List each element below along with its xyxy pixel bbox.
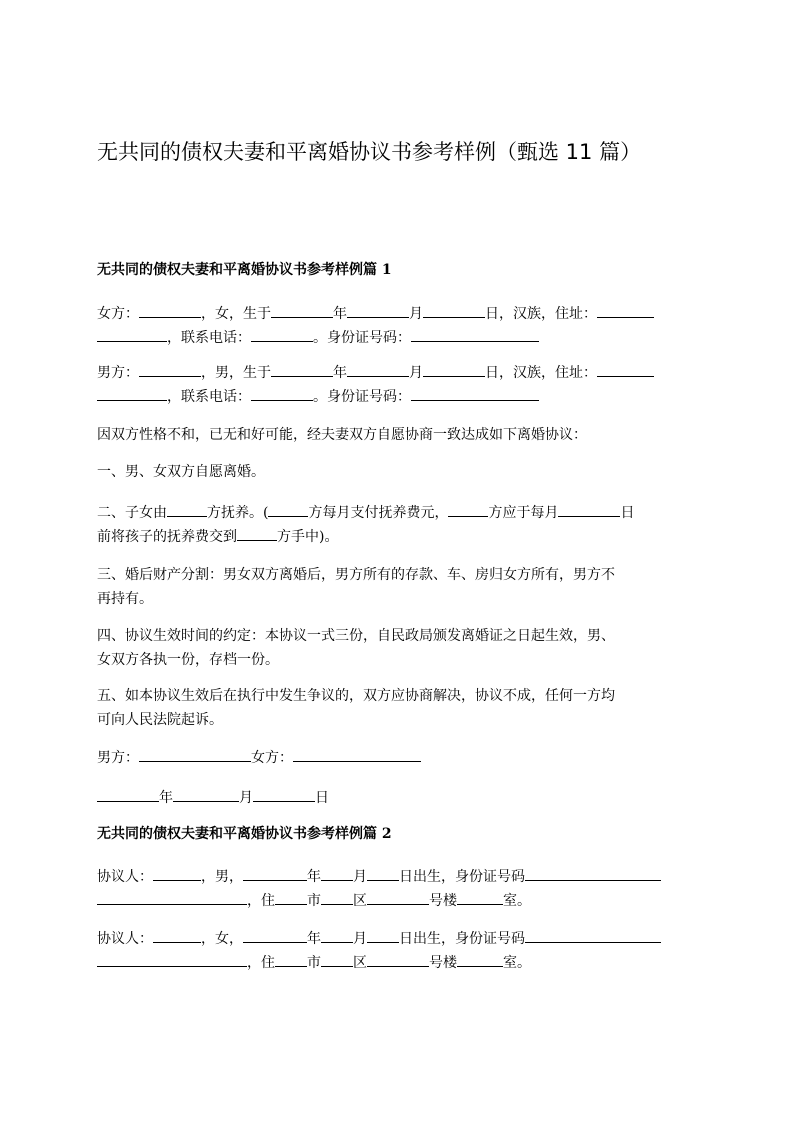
support-party-blank[interactable] [448, 501, 488, 517]
clause-3-line-2: 再持有。 [97, 591, 153, 607]
party-2-id-blank-cont[interactable] [97, 951, 247, 967]
clause-4 [97, 624, 697, 672]
clause-2 [97, 501, 697, 549]
sign-month-blank[interactable] [173, 786, 239, 802]
date-line [97, 786, 697, 810]
party-2-month-blank[interactable] [321, 927, 353, 943]
female-signature-blank[interactable] [293, 746, 421, 762]
male-phone-label: ，联系电话： [167, 389, 251, 405]
male-name-blank[interactable] [139, 361, 201, 377]
intro-text: 因双方性格不和，已无和好可能，经夫妻双方自愿协商一致达成如下离婚协议： [97, 427, 587, 443]
male-address-blank[interactable] [597, 361, 654, 377]
party-1-month-blank[interactable] [321, 865, 353, 881]
party-1-name-blank[interactable] [153, 865, 201, 881]
year-text: 年 [307, 931, 321, 947]
signature-line [97, 746, 697, 770]
month-text: 月 [353, 931, 367, 947]
city-text: 市 [307, 955, 321, 971]
female-birth-day-blank[interactable] [423, 302, 485, 318]
payment-day-blank[interactable] [558, 501, 620, 517]
party-2-address-label: ，住 [247, 955, 275, 971]
female-gender-text: ，女，生于 [201, 306, 271, 322]
party-2-room-blank[interactable] [457, 951, 503, 967]
female-name-blank[interactable] [139, 302, 201, 318]
female-label: 女方： [97, 306, 139, 322]
year-text: 年 [159, 790, 173, 806]
male-id-label: 。身份证号码： [313, 389, 411, 405]
male-info-paragraph [97, 361, 697, 409]
party-1-gender-text: ，男， [201, 869, 243, 885]
male-label: 男方： [97, 365, 139, 381]
party-2-year-blank[interactable] [243, 927, 307, 943]
male-birth-day-blank[interactable] [423, 361, 485, 377]
building-text: 号楼 [429, 893, 457, 909]
male-phone-blank[interactable] [251, 385, 313, 401]
party-2-id-blank[interactable] [525, 927, 661, 943]
clause-4-line-2: 女双方各执一份，存档一份。 [97, 652, 279, 668]
party-2-gender-text: ，女， [201, 931, 243, 947]
party-1-paragraph [97, 865, 697, 913]
city-text: 市 [307, 893, 321, 909]
male-address-blank-cont[interactable] [97, 385, 167, 401]
receiving-party-blank[interactable] [237, 525, 277, 541]
female-info-paragraph [97, 302, 697, 350]
party-1-id-label: 日出生，身份证号码 [399, 869, 525, 885]
clause-2-text: 方每月支付抚养费元， [308, 505, 449, 521]
month-text: 月 [409, 365, 423, 381]
female-phone-blank[interactable] [251, 326, 313, 342]
party-1-year-blank[interactable] [243, 865, 307, 881]
room-text: 室。 [503, 893, 531, 909]
party-1-building-blank[interactable] [367, 889, 429, 905]
party-1-address-label: ，住 [247, 893, 275, 909]
female-signature-label: 女方： [251, 750, 293, 766]
clause-2-text: 方抚养。( [207, 505, 269, 521]
party-2-label: 协议人： [97, 931, 153, 947]
page-title: 无共同的债权夫妻和平离婚协议书参考样例（甄选 11 篇） [97, 140, 642, 164]
party-1-label: 协议人： [97, 869, 153, 885]
female-id-label: 。身份证号码： [313, 330, 411, 346]
month-text: 月 [353, 869, 367, 885]
party-2-paragraph [97, 927, 697, 975]
female-birth-month-blank[interactable] [347, 302, 409, 318]
clause-2-text: 日 [620, 505, 635, 521]
party-1-district-blank[interactable] [321, 889, 353, 905]
party-1-id-blank-cont[interactable] [97, 889, 247, 905]
year-text: 年 [333, 306, 347, 322]
female-address-label: 日，汉族，住址： [485, 306, 597, 322]
building-text: 号楼 [429, 955, 457, 971]
custody-party-blank[interactable] [167, 501, 207, 517]
female-address-blank[interactable] [597, 302, 654, 318]
clause-4-line-1: 四、协议生效时间的约定：本协议一式三份，自民政局颁发离婚证之日起生效，男、 [97, 628, 615, 644]
male-signature-label: 男方： [97, 750, 139, 766]
sign-year-blank[interactable] [97, 786, 159, 802]
party-2-city-blank[interactable] [275, 951, 307, 967]
party-1-day-blank[interactable] [367, 865, 399, 881]
district-text: 区 [353, 955, 367, 971]
clause-2-text: 前将孩子的抚养费交到 [97, 529, 237, 545]
party-1-id-blank[interactable] [525, 865, 661, 881]
male-gender-text: ，男，生于 [201, 365, 271, 381]
intro-paragraph [97, 423, 697, 447]
sign-day-blank[interactable] [253, 786, 315, 802]
clause-5-line-2: 可向人民法院起诉。 [97, 712, 223, 728]
day-text: 日 [315, 790, 329, 806]
male-address-label: 日，汉族，住址： [485, 365, 597, 381]
year-text: 年 [307, 869, 321, 885]
female-birth-year-blank[interactable] [271, 302, 333, 318]
party-2-id-label: 日出生，身份证号码 [399, 931, 525, 947]
clause-2-text: 方手中)。 [277, 529, 339, 545]
clause-5 [97, 684, 697, 732]
clause-3 [97, 563, 697, 611]
month-text: 月 [409, 306, 423, 322]
party-1-city-blank[interactable] [275, 889, 307, 905]
male-birth-month-blank[interactable] [347, 361, 409, 377]
section-heading-2: 无共同的债权夫妻和平离婚协议书参考样例篇 2 [97, 826, 392, 842]
male-signature-blank[interactable] [139, 746, 251, 762]
support-payer-blank[interactable] [268, 501, 308, 517]
female-id-blank[interactable] [411, 326, 539, 342]
party-2-day-blank[interactable] [367, 927, 399, 943]
male-id-blank[interactable] [411, 385, 539, 401]
party-2-district-blank[interactable] [321, 951, 353, 967]
female-phone-label: ，联系电话： [167, 330, 251, 346]
room-text: 室。 [503, 955, 531, 971]
party-1-room-blank[interactable] [457, 889, 503, 905]
clause-1-text: 一、男、女双方自愿离婚。 [97, 464, 265, 480]
female-address-blank-cont[interactable] [97, 326, 167, 342]
year-text: 年 [333, 365, 347, 381]
clause-3-line-1: 三、婚后财产分割：男女双方离婚后，男方所有的存款、车、房归女方所有，男方不 [97, 567, 615, 583]
district-text: 区 [353, 893, 367, 909]
clause-2-text: 二、子女由 [97, 505, 167, 521]
party-2-name-blank[interactable] [153, 927, 201, 943]
month-text: 月 [239, 790, 253, 806]
clause-1 [97, 460, 697, 484]
party-2-building-blank[interactable] [367, 951, 429, 967]
clause-5-line-1: 五、如本协议生效后在执行中发生争议的，双方应协商解决，协议不成，任何一方均 [97, 688, 615, 704]
male-birth-year-blank[interactable] [271, 361, 333, 377]
section-heading-1: 无共同的债权夫妻和平离婚协议书参考样例篇 1 [97, 262, 392, 278]
clause-2-text: 方应于每月 [488, 505, 559, 521]
